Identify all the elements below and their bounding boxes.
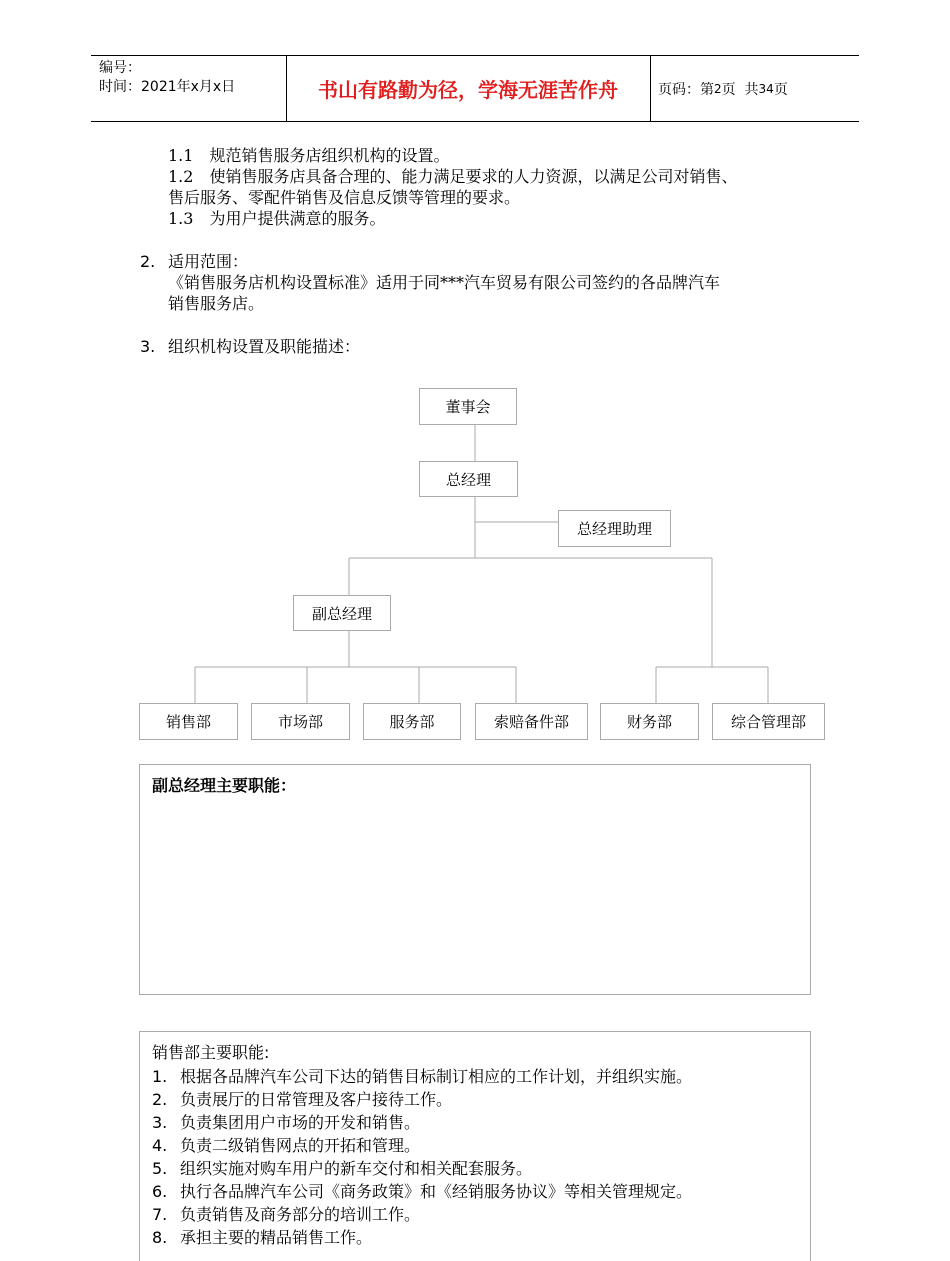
list-item: 8. 承担主要的精品销售工作。 bbox=[152, 1228, 373, 1247]
org-box-finance-dept: 财务部 bbox=[600, 703, 699, 740]
purpose-item: 1.1 规范销售服务店组织机构的设置。 bbox=[168, 146, 450, 165]
purpose-item: 售后服务、零配件销售及信息反馈等管理的要求。 bbox=[168, 188, 521, 207]
document-number-label: 编号： bbox=[99, 60, 141, 76]
panel-title: 销售部主要职能: bbox=[152, 1043, 270, 1062]
header-motto: 书山有路勤为径，学海无涯苦作舟 bbox=[318, 78, 618, 102]
org-box-admin-dept: 综合管理部 bbox=[712, 703, 825, 740]
page-current: 2 bbox=[714, 81, 722, 96]
sales-duties-panel bbox=[139, 1031, 811, 1261]
page-prefix: 页码：第 bbox=[658, 81, 714, 98]
list-item: 2. 负责展厅的日常管理及客户接待工作。 bbox=[152, 1090, 453, 1109]
list-item: 1. 根据各品牌汽车公司下达的销售目标制订相应的工作计划，并组织实施。 bbox=[152, 1067, 693, 1086]
page-mid: 页 共 bbox=[721, 81, 759, 98]
org-box-board: 董事会 bbox=[419, 388, 517, 425]
purpose-item: 1.2 使销售服务店具备合理的、能力满足要求的人力资源，以满足公司对销售、 bbox=[168, 167, 738, 186]
scope-text-line: 《销售服务店机构设置标准》适用于同***汽车贸易有限公司签约的各品牌汽车 bbox=[168, 273, 721, 292]
org-box-sales-dept: 销售部 bbox=[139, 703, 238, 740]
section-title: 组织机构设置及职能描述： bbox=[168, 337, 361, 356]
org-box-service-dept: 服务部 bbox=[363, 703, 461, 740]
org-box-marketing-dept: 市场部 bbox=[251, 703, 350, 740]
document-time: 时间：2021年x月x日 bbox=[99, 79, 236, 95]
sales-duties-list bbox=[152, 1065, 692, 1249]
scope-text-line: 销售服务店。 bbox=[168, 294, 265, 313]
section-number: 3. bbox=[140, 337, 156, 356]
list-item: 5. 组织实施对购车用户的新车交付和相关配套服务。 bbox=[152, 1159, 533, 1178]
section-number: 2. bbox=[140, 252, 156, 271]
list-item: 3. 负责集团用户市场的开发和销售。 bbox=[152, 1113, 421, 1132]
purpose-item: 1.3 为用户提供满意的服务。 bbox=[168, 209, 386, 228]
page-total: 34 bbox=[758, 81, 774, 96]
page-suffix: 页 bbox=[773, 81, 788, 98]
deputy-gm-duties-panel bbox=[139, 764, 811, 995]
list-item: 4. 负责二级销售网点的开拓和管理。 bbox=[152, 1136, 421, 1155]
section-title: 适用范围： bbox=[168, 252, 249, 271]
panel-title: 副总经理主要职能： bbox=[152, 776, 297, 795]
list-item: 6. 执行各品牌汽车公司《商务政策》和《经销服务协议》等相关管理规定。 bbox=[152, 1182, 693, 1201]
org-box-gm-assistant: 总经理助理 bbox=[558, 510, 671, 547]
org-box-general-manager: 总经理 bbox=[419, 461, 518, 497]
org-box-claims-parts-dept: 索赔备件部 bbox=[475, 703, 588, 740]
list-item: 7. 负责销售及商务部分的培训工作。 bbox=[152, 1205, 421, 1224]
org-box-deputy-gm: 副总经理 bbox=[293, 595, 391, 631]
